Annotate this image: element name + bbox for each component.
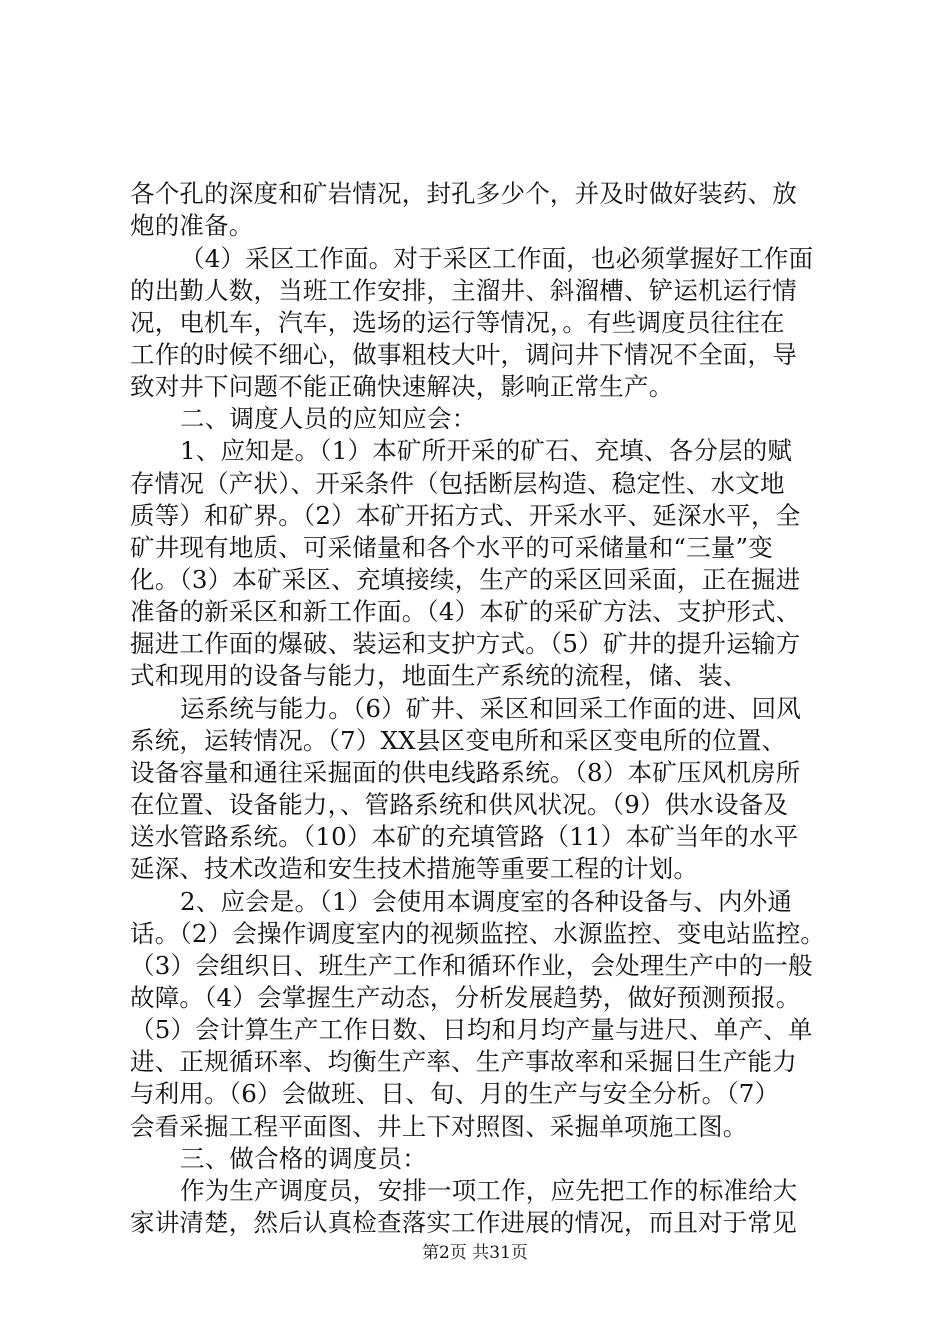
text-line: 故障。（4）会掌握生产动态，分析发展趋势，做好预测预报。 <box>130 983 801 1012</box>
section-heading: 三、做合格的调度员： <box>180 1144 427 1173</box>
text-line: 质等）和矿界。（2）本矿开拓方式、开采水平、延深水平，全 <box>130 501 801 530</box>
text-line: 各个孔的深度和矿岩情况，封孔多少个，并及时做好装药、放 <box>130 179 797 208</box>
text-line: 在位置、设备能力，、管路系统和供风状况。（9）供水设备及 <box>130 790 789 819</box>
text-line: 设备容量和通往采掘面的供电线路系统。（8）本矿压风机房所 <box>130 758 801 787</box>
text-line: 工作的时候不细心，做事粗枝大叶，调问井下情况不全面，导 <box>130 340 797 369</box>
text-line: 作为生产调度员，安排一项工作，应先把工作的标准给大 <box>180 1176 798 1205</box>
text-line: 进、正规循环率、均衡生产率、生产事故率和采掘日生产能力 <box>130 1047 797 1076</box>
text-line: 延深、技术改造和安生技术措施等重要工程的计划。 <box>130 854 699 883</box>
page-footer: 第2页 共31页 <box>422 1243 528 1263</box>
text-line: 掘进工作面的爆破、装运和支护方式。（5）矿井的提升运输方 <box>130 629 801 658</box>
text-line: 况，电机车，汽车，选场的运行等情况，。有些调度员往往在 <box>130 308 785 337</box>
text-line: 话。（2）会操作调度室内的视频监控、水源监控、变电站监控。 <box>130 919 826 948</box>
text-line: 矿井现有地质、可采储量和各个水平的可采储量和“三量”变 <box>130 533 773 562</box>
text-line: 式和现用的设备与能力，地面生产系统的流程，储、装、 <box>130 661 748 690</box>
text-line: 会看采掘工程平面图、井上下对照图、采掘单项施工图。 <box>130 1112 748 1141</box>
text-line: 炮的准备。 <box>130 211 254 240</box>
text-line: （5）会计算生产工作日数、日均和月均产量与进尺、单产、单 <box>130 1015 813 1044</box>
text-line: 运系统与能力。（6）矿井、采区和回采工作面的进、回风 <box>180 694 802 723</box>
text-line: 系统，运转情况。（7）XX县区变电所和采区变电所的位置、 <box>130 726 787 755</box>
text-line: 准备的新采区和新工作面。（4）本矿的采矿方法、支护形式、 <box>130 597 801 626</box>
text-line: 家讲清楚，然后认真检查落实工作进展的情况，而且对于常见 <box>130 1208 797 1237</box>
text-line: 的出勤人数，当班工作安排，主溜井、斜溜槽、铲运机运行情 <box>130 276 797 305</box>
text-line: （3）会组织日、班生产工作和循环作业，会处理生产中的一般 <box>130 951 813 980</box>
text-line: 存情况（产状）、开采条件（包括断层构造、稳定性、水文地 <box>130 469 785 498</box>
text-line: 化。（3）本矿采区、充填接续，生产的采区回采面，正在掘进 <box>130 565 801 594</box>
text-line: 与利用。（6）会做班、日、旬、月的生产与安全分析。（7） <box>130 1079 780 1108</box>
text-line: 致对井下问题不能正确快速解决，影响正常生产。 <box>130 372 674 401</box>
text-line: 1、应知是。（1）本矿所开采的矿石、充填、各分层的赋 <box>180 436 793 465</box>
text-line: 送水管路系统。（10）本矿的充填管路（11）本矿当年的水平 <box>130 822 799 851</box>
section-heading: 二、调度人员的应知应会： <box>180 404 477 433</box>
text-line: 2、应会是。（1）会使用本调度室的各种设备与、内外通 <box>180 887 793 916</box>
text-line: （4）采区工作面。对于采区工作面，也必须掌握好工作面 <box>180 244 814 273</box>
